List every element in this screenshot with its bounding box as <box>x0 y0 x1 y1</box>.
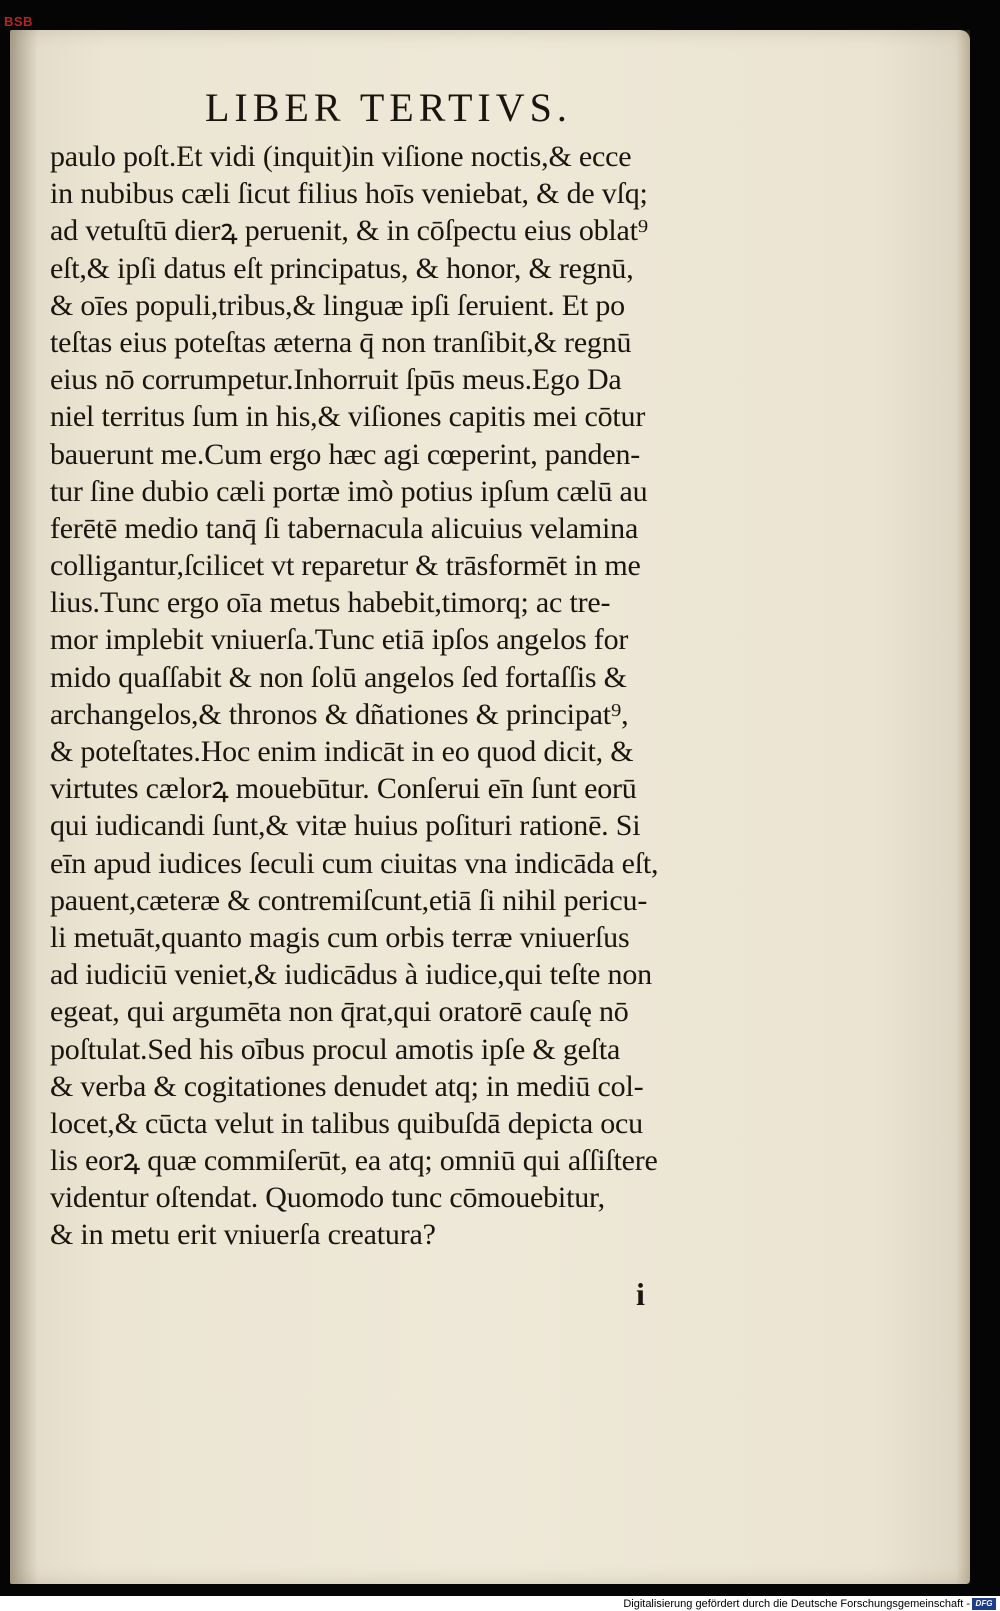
text-line: & poteſtates.Hoc enim indicāt in eo quod dicit, & <box>50 735 634 768</box>
running-head: LIBER TERTIVS. <box>205 85 572 130</box>
text-line: poſtulat.Sed his oībus procul amotis ipſe & geſta <box>50 1032 621 1066</box>
text-line: locet,& cūcta velut in talibus quibuſdā depicta ocu <box>50 1106 643 1140</box>
text-line: lis eorꝝ quæ commiſerūt, ea atq; omniū qui aſſiſtere <box>50 1144 658 1178</box>
library-mark: BSB <box>4 14 33 29</box>
text-line: qui iudicandi ſunt,& vitæ huius poſituri rationē. Si <box>50 809 641 843</box>
footer-credit: Digitalisierung gefördert durch die Deutsche Forschungsgemeinschaft - <box>623 1598 970 1610</box>
signature-mark: i <box>636 1276 645 1312</box>
text-line: mido quaſſabit & non ſolū angelos ſed fortaſſis & <box>50 660 627 694</box>
text-line: colligantur,ſcilicet vt reparetur & trāsformēt in me <box>50 549 641 583</box>
text-line: ferētē medio tanq̄ ſi tabernacula alicuius velamina <box>50 511 639 545</box>
text-line: archangelos,& thronos & dñationes & principat⁹, <box>50 697 629 731</box>
text-line: lius.Tunc ergo oīa metus habebit,timorq; ac tre- <box>50 586 611 620</box>
text-line: li metuāt,quanto magis cum orbis terræ vniuerſus <box>50 920 630 954</box>
text-line: eius nō corrumpetur.Inhorruit ſpūs meus.Ego Da <box>50 363 622 397</box>
text-line: tur ſine dubio cæli portæ imò potius ipſum cælū au <box>50 474 648 508</box>
text-line: & in metu erit vniuerſa creatura? <box>50 1218 436 1252</box>
text-block <box>50 138 770 1254</box>
text-line: paulo poſt.Et vidi (inquit)in viſione noctis,& ecce <box>50 140 632 173</box>
text-line: pauent,cæteræ & contremiſcunt,etiā ſi nihil pericu- <box>50 883 648 917</box>
text-line: ad vetuſtū dierꝝ peruenit, & in cōſpectu eius oblat⁹ <box>50 214 649 248</box>
text-line: niel territus ſum in his,& viſiones capitis mei cōtur <box>50 400 646 434</box>
text-line: mor implebit vniuerſa.Tunc etiā ipſos angelos for <box>50 623 629 657</box>
text-line: eſt,& ipſi datus eſt principatus, & honor, & regnū, <box>50 251 634 285</box>
text-line: eīn apud iudices ſeculi cum ciuitas vna indicāda eſt, <box>50 846 659 880</box>
text-line: ad iudiciū veniet,& iudicādus à iudice,qui teſte non <box>50 958 652 992</box>
text-line: & verba & cogitationes denudet atq; in mediū col- <box>50 1069 644 1103</box>
text-line: teſtas eius poteſtas æterna q̄ non tranſibit,& regnū <box>50 325 632 359</box>
text-line: videntur oſtendat. Quomodo tunc cōmouebitur, <box>50 1181 605 1215</box>
dfg-logo: DFG <box>972 1598 996 1610</box>
text-line: bauerunt me.Cum ergo hæc agi cœperint, panden- <box>50 437 641 471</box>
text-line: & oīes populi,tribus,& linguæ ipſi ſeruient. Et po <box>50 288 625 322</box>
text-line: virtutes cælorꝝ mouebūtur. Conſerui eīn ſunt eorū <box>50 772 637 806</box>
text-line: in nubibus cæli ſicut filius hoīs veniebat, & de vſq; <box>50 177 648 211</box>
text-line: egeat, qui argumēta non q̄rat,qui oratorē cauſę nō <box>50 995 629 1029</box>
book-page <box>10 30 970 1584</box>
